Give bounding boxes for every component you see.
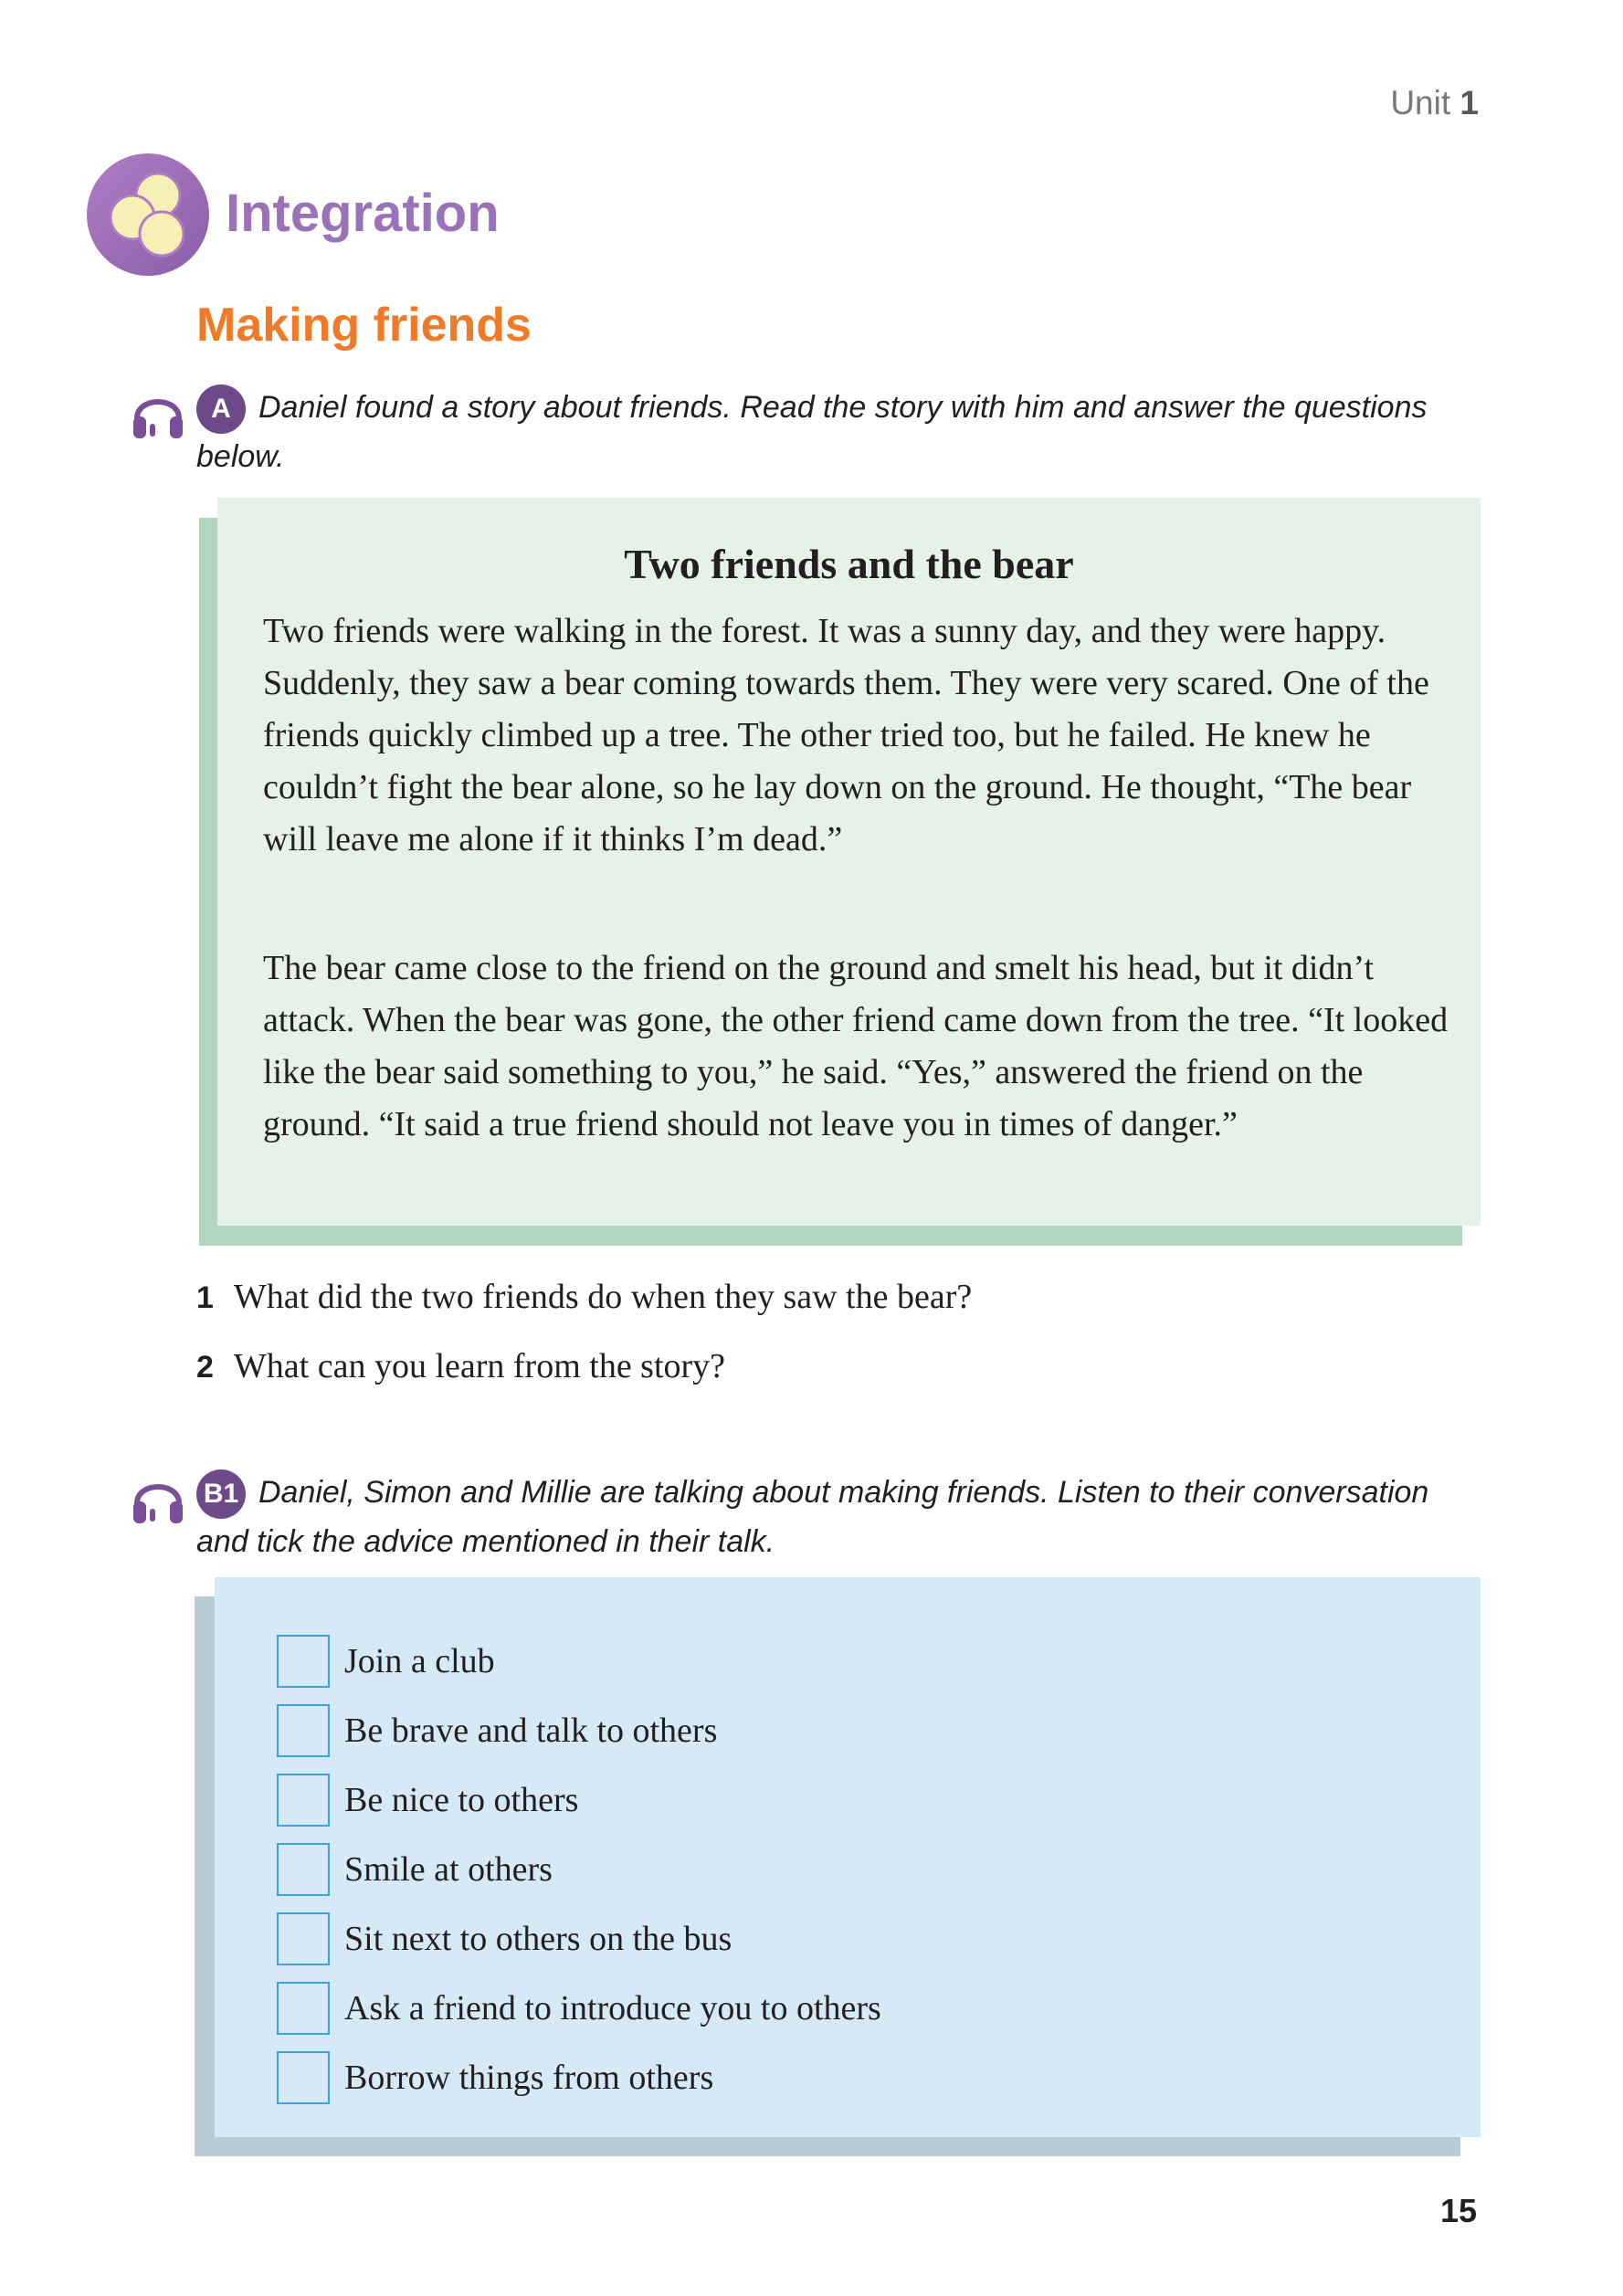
unit-number: 1 — [1460, 84, 1479, 121]
tick-item[interactable]: Sit next to others on the bus — [277, 1912, 732, 1966]
checkbox[interactable] — [277, 1912, 330, 1965]
tick-item[interactable]: Ask a friend to introduce you to others — [277, 1981, 881, 2036]
page-number: 15 — [1439, 2192, 1477, 2229]
checkbox[interactable] — [277, 1982, 330, 2035]
checkbox[interactable] — [277, 1704, 330, 1757]
section-title: Integration — [226, 184, 500, 243]
tick-item[interactable]: Smile at others — [277, 1842, 553, 1897]
tick-box — [215, 1577, 1481, 2137]
headphones-icon — [128, 384, 188, 444]
integration-icon — [87, 153, 209, 276]
checkbox[interactable] — [277, 1635, 330, 1688]
activity-a-badge: A — [196, 384, 246, 434]
story-paragraph-2: The bear came close to the friend on the ground and smelt his head, but it didn’t attack. When the bear was gone, the other friend came down from the tree. “It looked like the bear said something to you,” he said. “Yes,” answered the friend on the ground. “It said a true friend should not leave you in times of danger.” — [263, 949, 1449, 1143]
unit-label: Unit 1 — [1390, 84, 1479, 121]
activity-a-instruction: A Daniel found a story about friends. Read the story with him and answer the questions below. — [196, 384, 1478, 479]
checkbox[interactable] — [277, 1843, 330, 1896]
section-subtitle: Making friends — [196, 299, 532, 352]
activity-b1-badge: B1 — [196, 1469, 246, 1519]
question-1: 1 What did the two friends do when they saw the bear? — [196, 1278, 973, 1316]
tick-item[interactable]: Join a club — [277, 1634, 495, 1689]
tick-item[interactable]: Be brave and talk to others — [277, 1703, 717, 1758]
tick-item[interactable]: Be nice to others — [277, 1773, 578, 1827]
checkbox[interactable] — [277, 2051, 330, 2104]
question-2: 2 What can you learn from the story? — [196, 1347, 726, 1385]
story-title: Two friends and the bear — [624, 541, 1074, 587]
story-paragraph-1: Two friends were walking in the forest. It was a sunny day, and they were happy. Suddenly, they saw a bear coming towards them. They were very scared. One of the friends quickly climbed up a tree. The other tried too, but he failed. He knew he couldn’t fight the bear alone, so he lay down on the ground. He thought, “The bear will leave me alone if it thinks I’m dead.” — [263, 612, 1429, 858]
tick-item[interactable]: Borrow things from others — [277, 2050, 713, 2105]
story-box — [217, 498, 1481, 1226]
checkbox[interactable] — [277, 1774, 330, 1827]
headphones-icon — [128, 1469, 188, 1529]
activity-b1-instruction: B1 Daniel, Simon and Millie are talking about making friends. Listen to their conversation and tick the advice mentioned in their talk. — [196, 1469, 1478, 1564]
